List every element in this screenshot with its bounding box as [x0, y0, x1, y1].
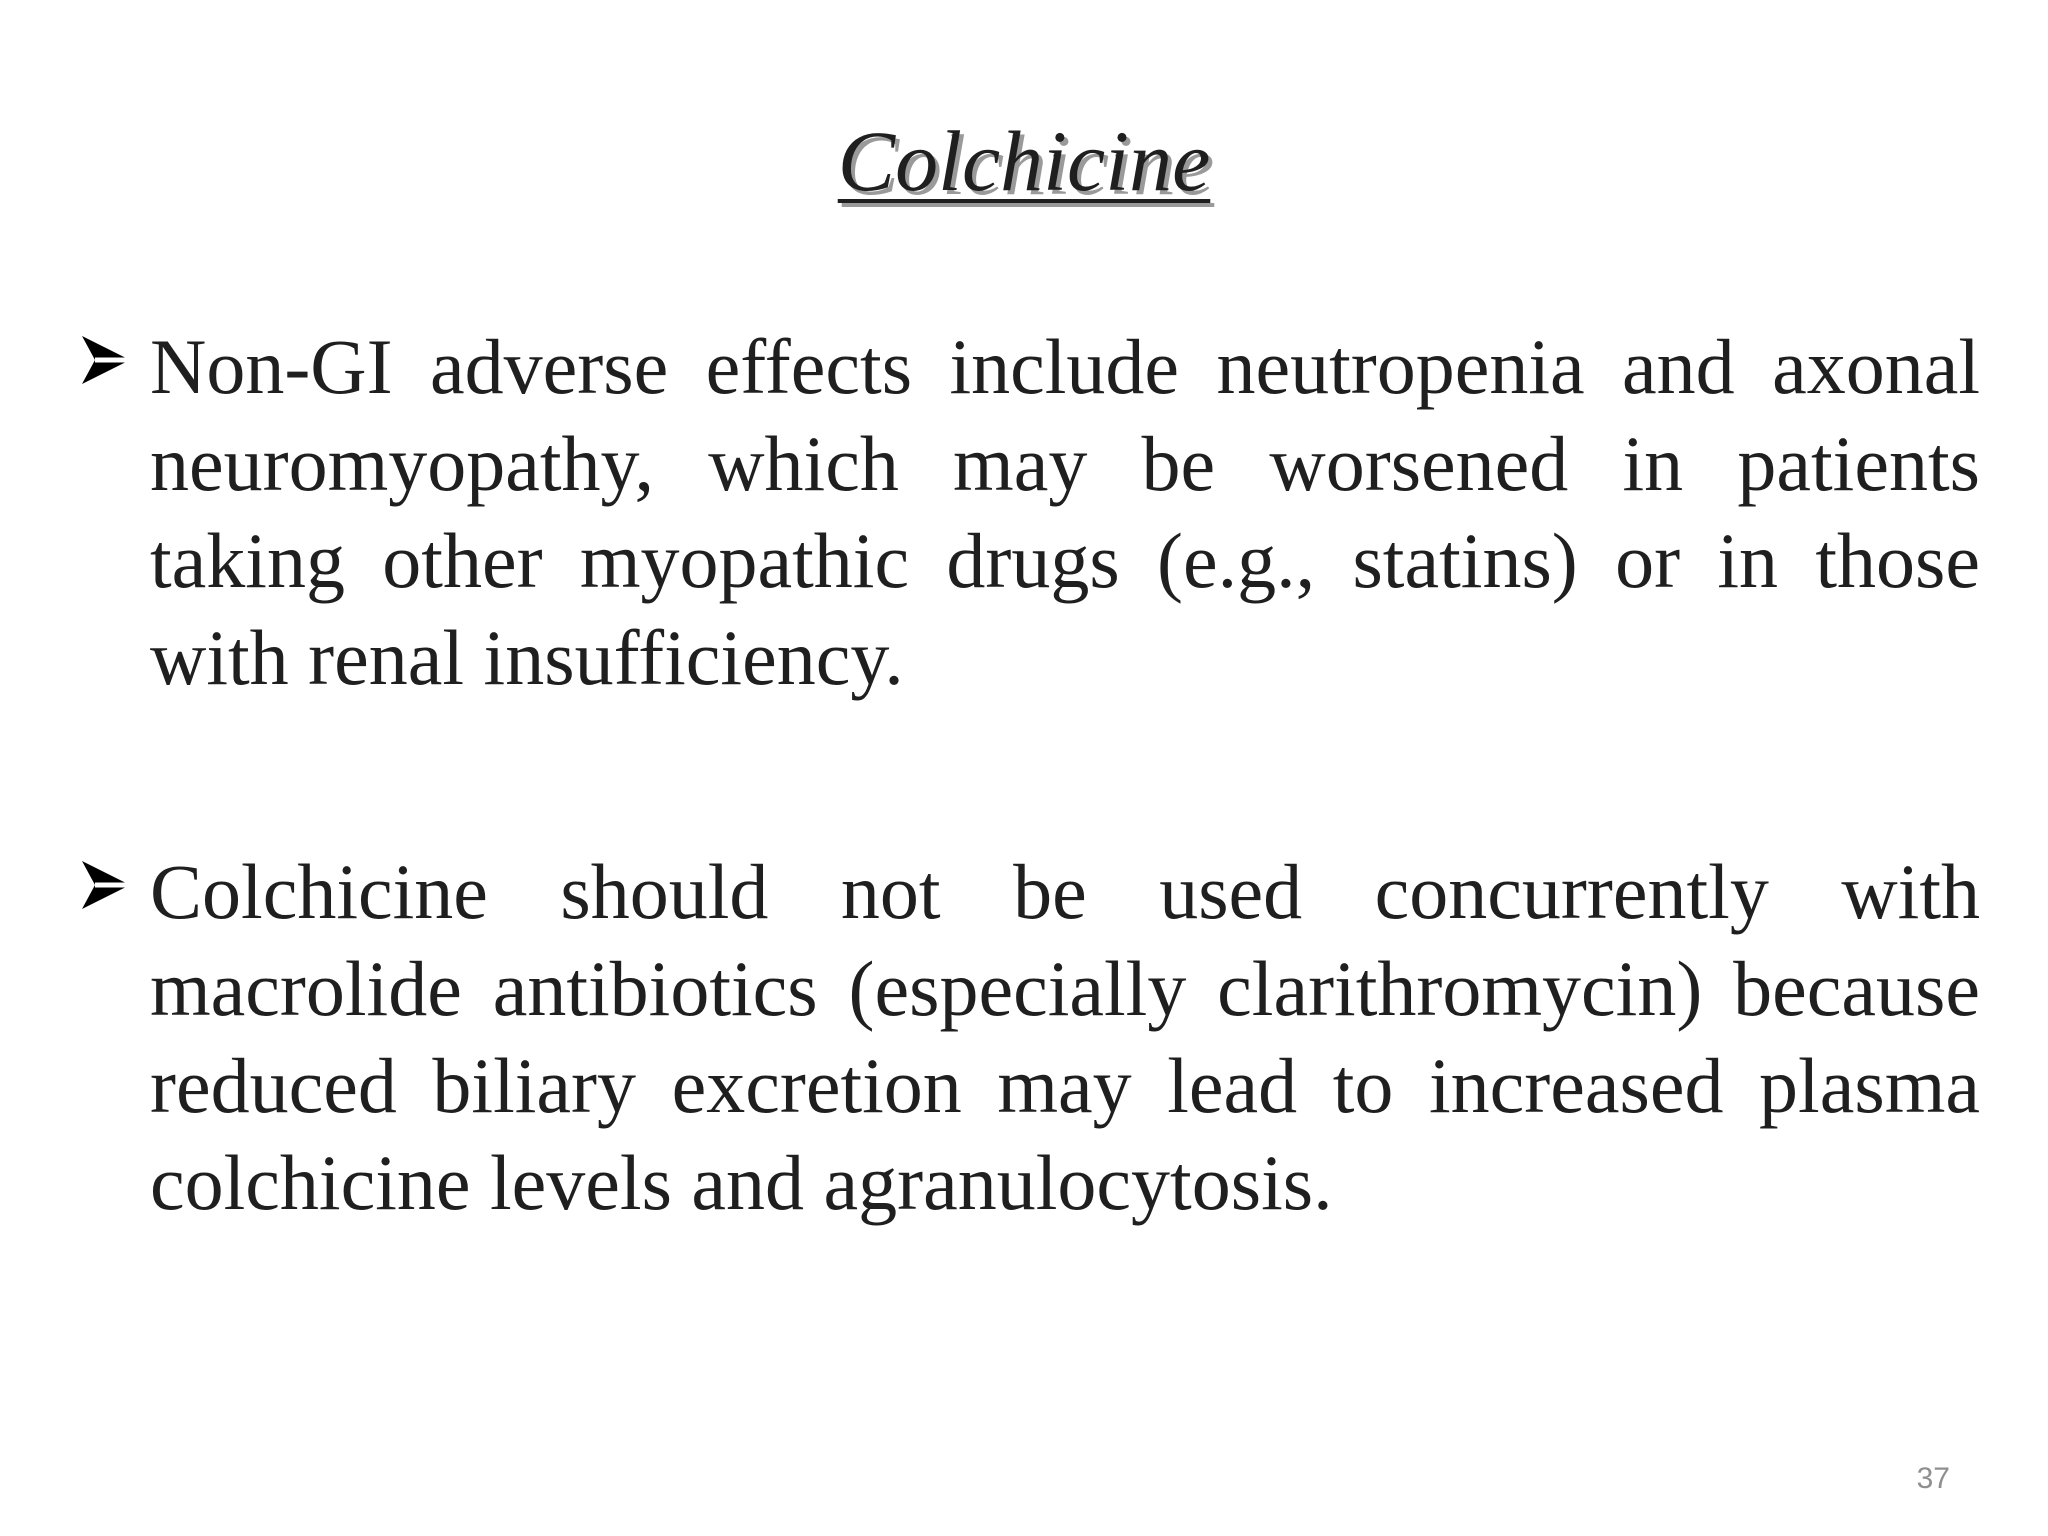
- arrow-bullet-icon: [78, 332, 134, 388]
- bullet-point-macrolide-warning: [78, 843, 1980, 1231]
- bullet-text: Colchicine should not be used concurrently with macrolide antibiotics (especially clarithromycin) because reduced biliary excretion may lead to increased plasma colchicine levels and agranulocytosis.: [150, 848, 1980, 1226]
- page-number: 37: [1916, 1462, 1950, 1495]
- bullet-text: Non-GI adverse effects include neutropenia and axonal neuromyopathy, which may be worsened in patients taking other myopathic drugs (e.g., statins) or in those with renal insufficiency.: [150, 323, 1980, 701]
- arrow-bullet-icon: [78, 857, 134, 913]
- bullet-point-neutropenia: [78, 318, 1980, 706]
- slide-title: Colchicine: [837, 113, 1211, 209]
